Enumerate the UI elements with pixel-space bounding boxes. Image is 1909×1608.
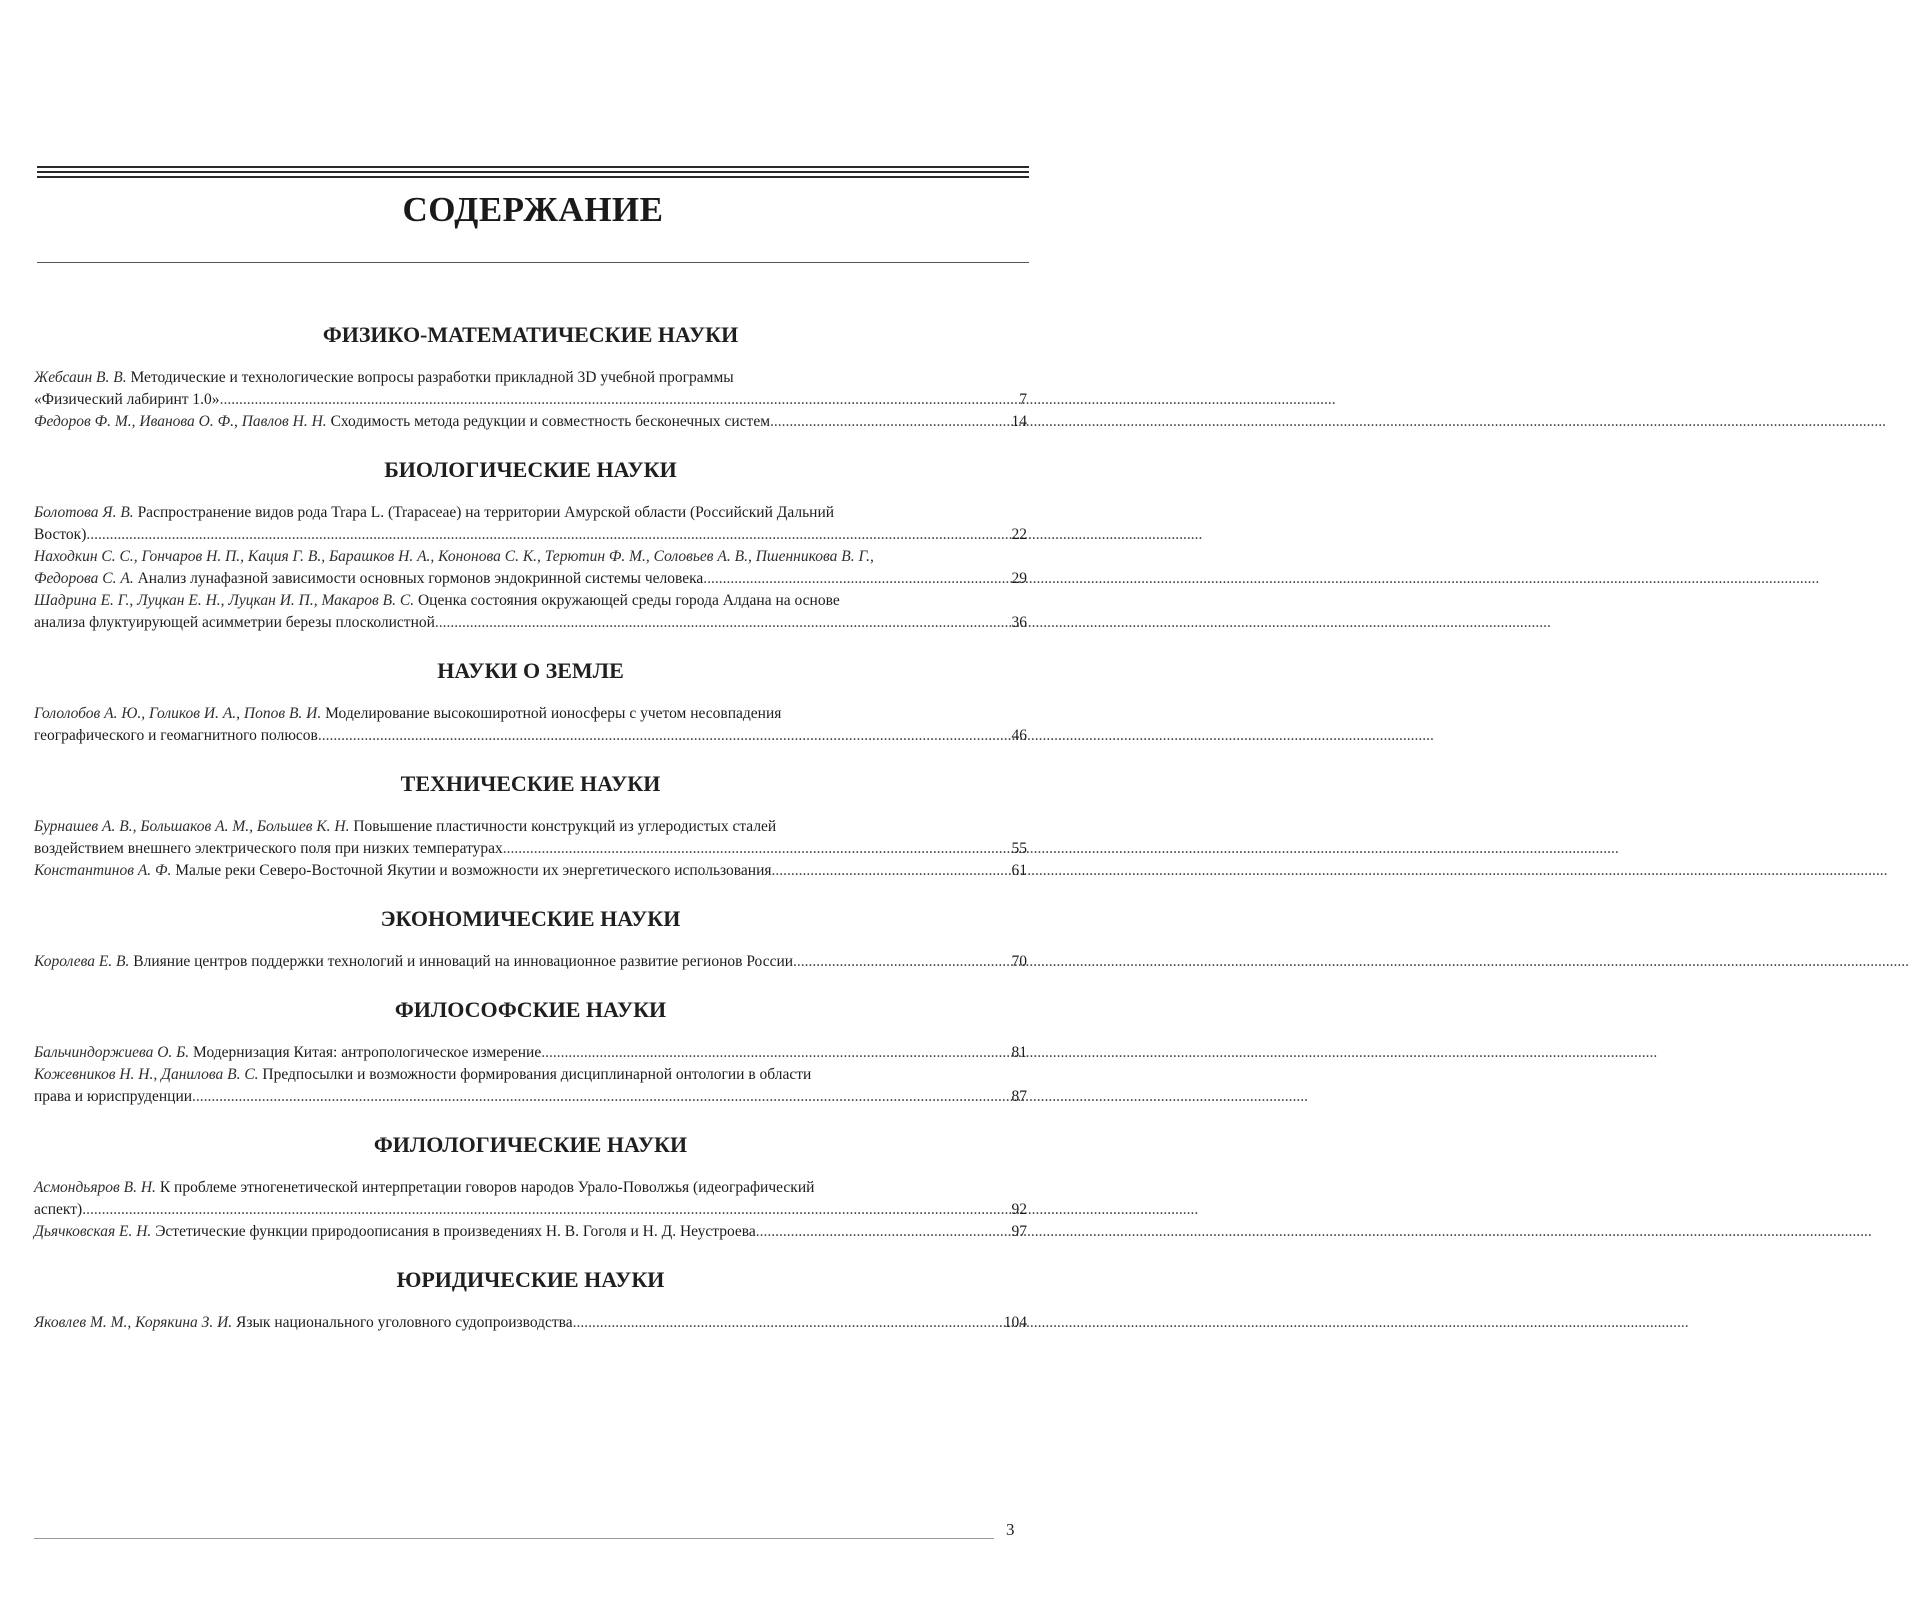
entry-title: Предпосылки и возможности формирования дисциплинарной онтологии в области — [262, 1066, 812, 1083]
entry-title: Язык национального уголовного судопроизводства — [236, 1314, 573, 1331]
toc-section — [34, 316, 1027, 433]
entry-authors: Находкин С. С., Гончаров Н. П., Кация Г. В., Барашков Н. А., Кононова С. К., Терютин Ф. М., Соловьев А. В., Пшенникова В. Г., — [34, 548, 874, 565]
toc-section — [34, 900, 1027, 973]
section-heading: НАУКИ О ЗЕМЛЕ — [437, 658, 624, 683]
toc-entry[interactable] — [34, 367, 1027, 411]
dot-leader — [703, 568, 1010, 590]
page-ref: 87 — [1011, 1088, 1027, 1105]
toc-section — [34, 1126, 1027, 1243]
dot-leader — [772, 860, 1011, 882]
footer-rule — [34, 1538, 994, 1539]
toc-entry[interactable] — [34, 590, 1027, 634]
toc-entry[interactable] — [34, 1064, 1027, 1108]
page-ref: 7 — [1019, 391, 1027, 408]
page-ref: 81 — [1011, 1044, 1027, 1061]
section-heading: ФИЛОСОФСКИЕ НАУКИ — [394, 997, 667, 1022]
entry-title: воздействием внешнего электрического поля при низких температурах — [34, 840, 503, 857]
page-ref: 46 — [1011, 727, 1027, 744]
toc-entry[interactable] — [34, 860, 1027, 882]
toc-entry[interactable] — [34, 502, 1027, 546]
entry-title: Методические и технологические вопросы разработки прикладной 3D учебной программы — [130, 369, 734, 386]
entry-authors: Шадрина Е. Г., Луцкан Е. Н., Луцкан И. П., Макаров В. С. — [34, 592, 415, 609]
entry-authors: Гололобов А. Ю., Голиков И. А., Попов В. И. — [34, 705, 322, 722]
entry-title: анализа флуктуирующей асимметрии березы плосколистной — [34, 614, 435, 631]
entry-authors: Бальчиндоржиева О. Б. — [34, 1044, 190, 1061]
entry-title: «Физический лабиринт 1.0» — [34, 391, 220, 408]
entry-title: Моделирование высокоширотной ионосферы с учетом несовпадения — [325, 705, 782, 722]
entry-authors: Кожевников Н. Н., Данилова В. С. — [34, 1066, 259, 1083]
toc-entry[interactable] — [34, 703, 1027, 747]
page-title: СОДЕРЖАНИЕ — [402, 190, 664, 229]
dot-leader — [793, 951, 1010, 973]
page-ref: 14 — [1011, 413, 1027, 430]
toc-section — [34, 652, 1027, 747]
toc-entry[interactable] — [34, 1042, 1027, 1064]
toc-section — [34, 765, 1027, 882]
toc-section — [34, 991, 1027, 1108]
top-double-rule — [37, 166, 1029, 181]
entry-authors: Болотова Я. В. — [34, 504, 134, 521]
entry-authors: Жебсаин В. В. — [34, 369, 127, 386]
section-heading: БИОЛОГИЧЕСКИЕ НАУКИ — [384, 457, 677, 482]
entry-authors: Яковлев М. М., Корякина З. И. — [34, 1314, 233, 1331]
entry-authors: Константинов А. Ф. — [34, 862, 172, 879]
entry-authors: Федорова С. А. — [34, 570, 134, 587]
toc-entry[interactable] — [34, 546, 1027, 590]
entry-title: Повышение пластичности конструкций из углеродистых сталей — [353, 818, 777, 835]
page-ref: 104 — [1003, 1314, 1027, 1331]
dot-leader — [220, 389, 1019, 411]
entry-title: Эстетические функции природоописания в произведениях Н. В. Гоголя и Н. Д. Неустроева — [155, 1223, 756, 1240]
entry-authors: Бурнашев А. В., Большаков А. М., Большев К. Н. — [34, 818, 350, 835]
section-heading: ТЕХНИЧЕСКИЕ НАУКИ — [400, 771, 661, 796]
toc-entry[interactable] — [34, 411, 1027, 433]
entry-title: Анализ лунафазной зависимости основных гормонов эндокринной системы человека — [137, 570, 704, 587]
toc-entry[interactable] — [34, 1177, 1027, 1221]
page-ref: 70 — [1011, 953, 1027, 970]
title-underline — [37, 262, 1029, 263]
toc-section — [34, 1261, 1027, 1334]
dot-leader — [192, 1086, 1010, 1108]
toc-entry[interactable] — [34, 1312, 1027, 1334]
page-number: 3 — [1006, 1520, 1015, 1539]
page-ref: 29 — [1011, 570, 1027, 587]
entry-title: К проблеме этногенетической интерпретации говоров народов Урало-Поволжья (идеографический — [159, 1179, 815, 1196]
entry-title: Влияние центров поддержки технологий и инноваций на инновационное развитие регионов России — [133, 953, 794, 970]
section-heading: ФИЛОЛОГИЧЕСКИЕ НАУКИ — [373, 1132, 688, 1157]
dot-leader — [82, 1199, 1010, 1221]
entry-authors: Федоров Ф. М., Иванова О. Ф., Павлов Н. Н. — [34, 413, 327, 430]
dot-leader — [541, 1042, 1010, 1064]
entry-title: географического и геомагнитного полюсов — [34, 727, 318, 744]
toc-section — [34, 451, 1027, 634]
entry-title: аспект) — [34, 1201, 83, 1218]
page-ref: 97 — [1011, 1223, 1027, 1240]
page-ref: 92 — [1011, 1201, 1027, 1218]
entry-title: права и юриспруденции — [34, 1088, 193, 1105]
toc-entry[interactable] — [34, 951, 1027, 973]
entry-title: Распространение видов рода Trapa L. (Trapaceae) на территории Амурской области (Российский Дальний — [137, 504, 835, 521]
entry-authors: Асмондьяров В. Н. — [34, 1179, 156, 1196]
entry-title: Модернизация Китая: антропологическое измерение — [193, 1044, 542, 1061]
entry-authors: Дьячковская Е. Н. — [34, 1223, 152, 1240]
dot-leader — [86, 524, 1010, 546]
dot-leader — [573, 1312, 1003, 1334]
entry-authors: Королева Е. В. — [34, 953, 130, 970]
entry-title: Восток) — [34, 526, 87, 543]
toc-entry[interactable] — [34, 816, 1027, 860]
section-heading: ЭКОНОМИЧЕСКИЕ НАУКИ — [380, 906, 681, 931]
dot-leader — [318, 725, 1011, 747]
toc-entry[interactable] — [34, 1221, 1027, 1243]
dot-leader — [756, 1221, 1011, 1243]
page-ref: 61 — [1011, 862, 1027, 879]
dot-leader — [770, 411, 1010, 433]
entry-title: Оценка состояния окружающей среды города Алдана на основе — [417, 592, 840, 609]
page-ref: 22 — [1011, 526, 1027, 543]
entry-title: Малые реки Северо-Восточной Якутии и возможности их энергетического использования — [175, 862, 772, 879]
table-of-contents — [34, 316, 1027, 1334]
dot-leader — [435, 612, 1011, 634]
section-heading: ФИЗИКО-МАТЕМАТИЧЕСКИЕ НАУКИ — [322, 322, 739, 347]
entry-title: Сходимость метода редукции и совместность бесконечных систем — [330, 413, 771, 430]
section-heading: ЮРИДИЧЕСКИЕ НАУКИ — [396, 1267, 665, 1292]
dot-leader — [503, 838, 1011, 860]
page-ref: 55 — [1011, 840, 1027, 857]
page-ref: 36 — [1011, 614, 1027, 631]
